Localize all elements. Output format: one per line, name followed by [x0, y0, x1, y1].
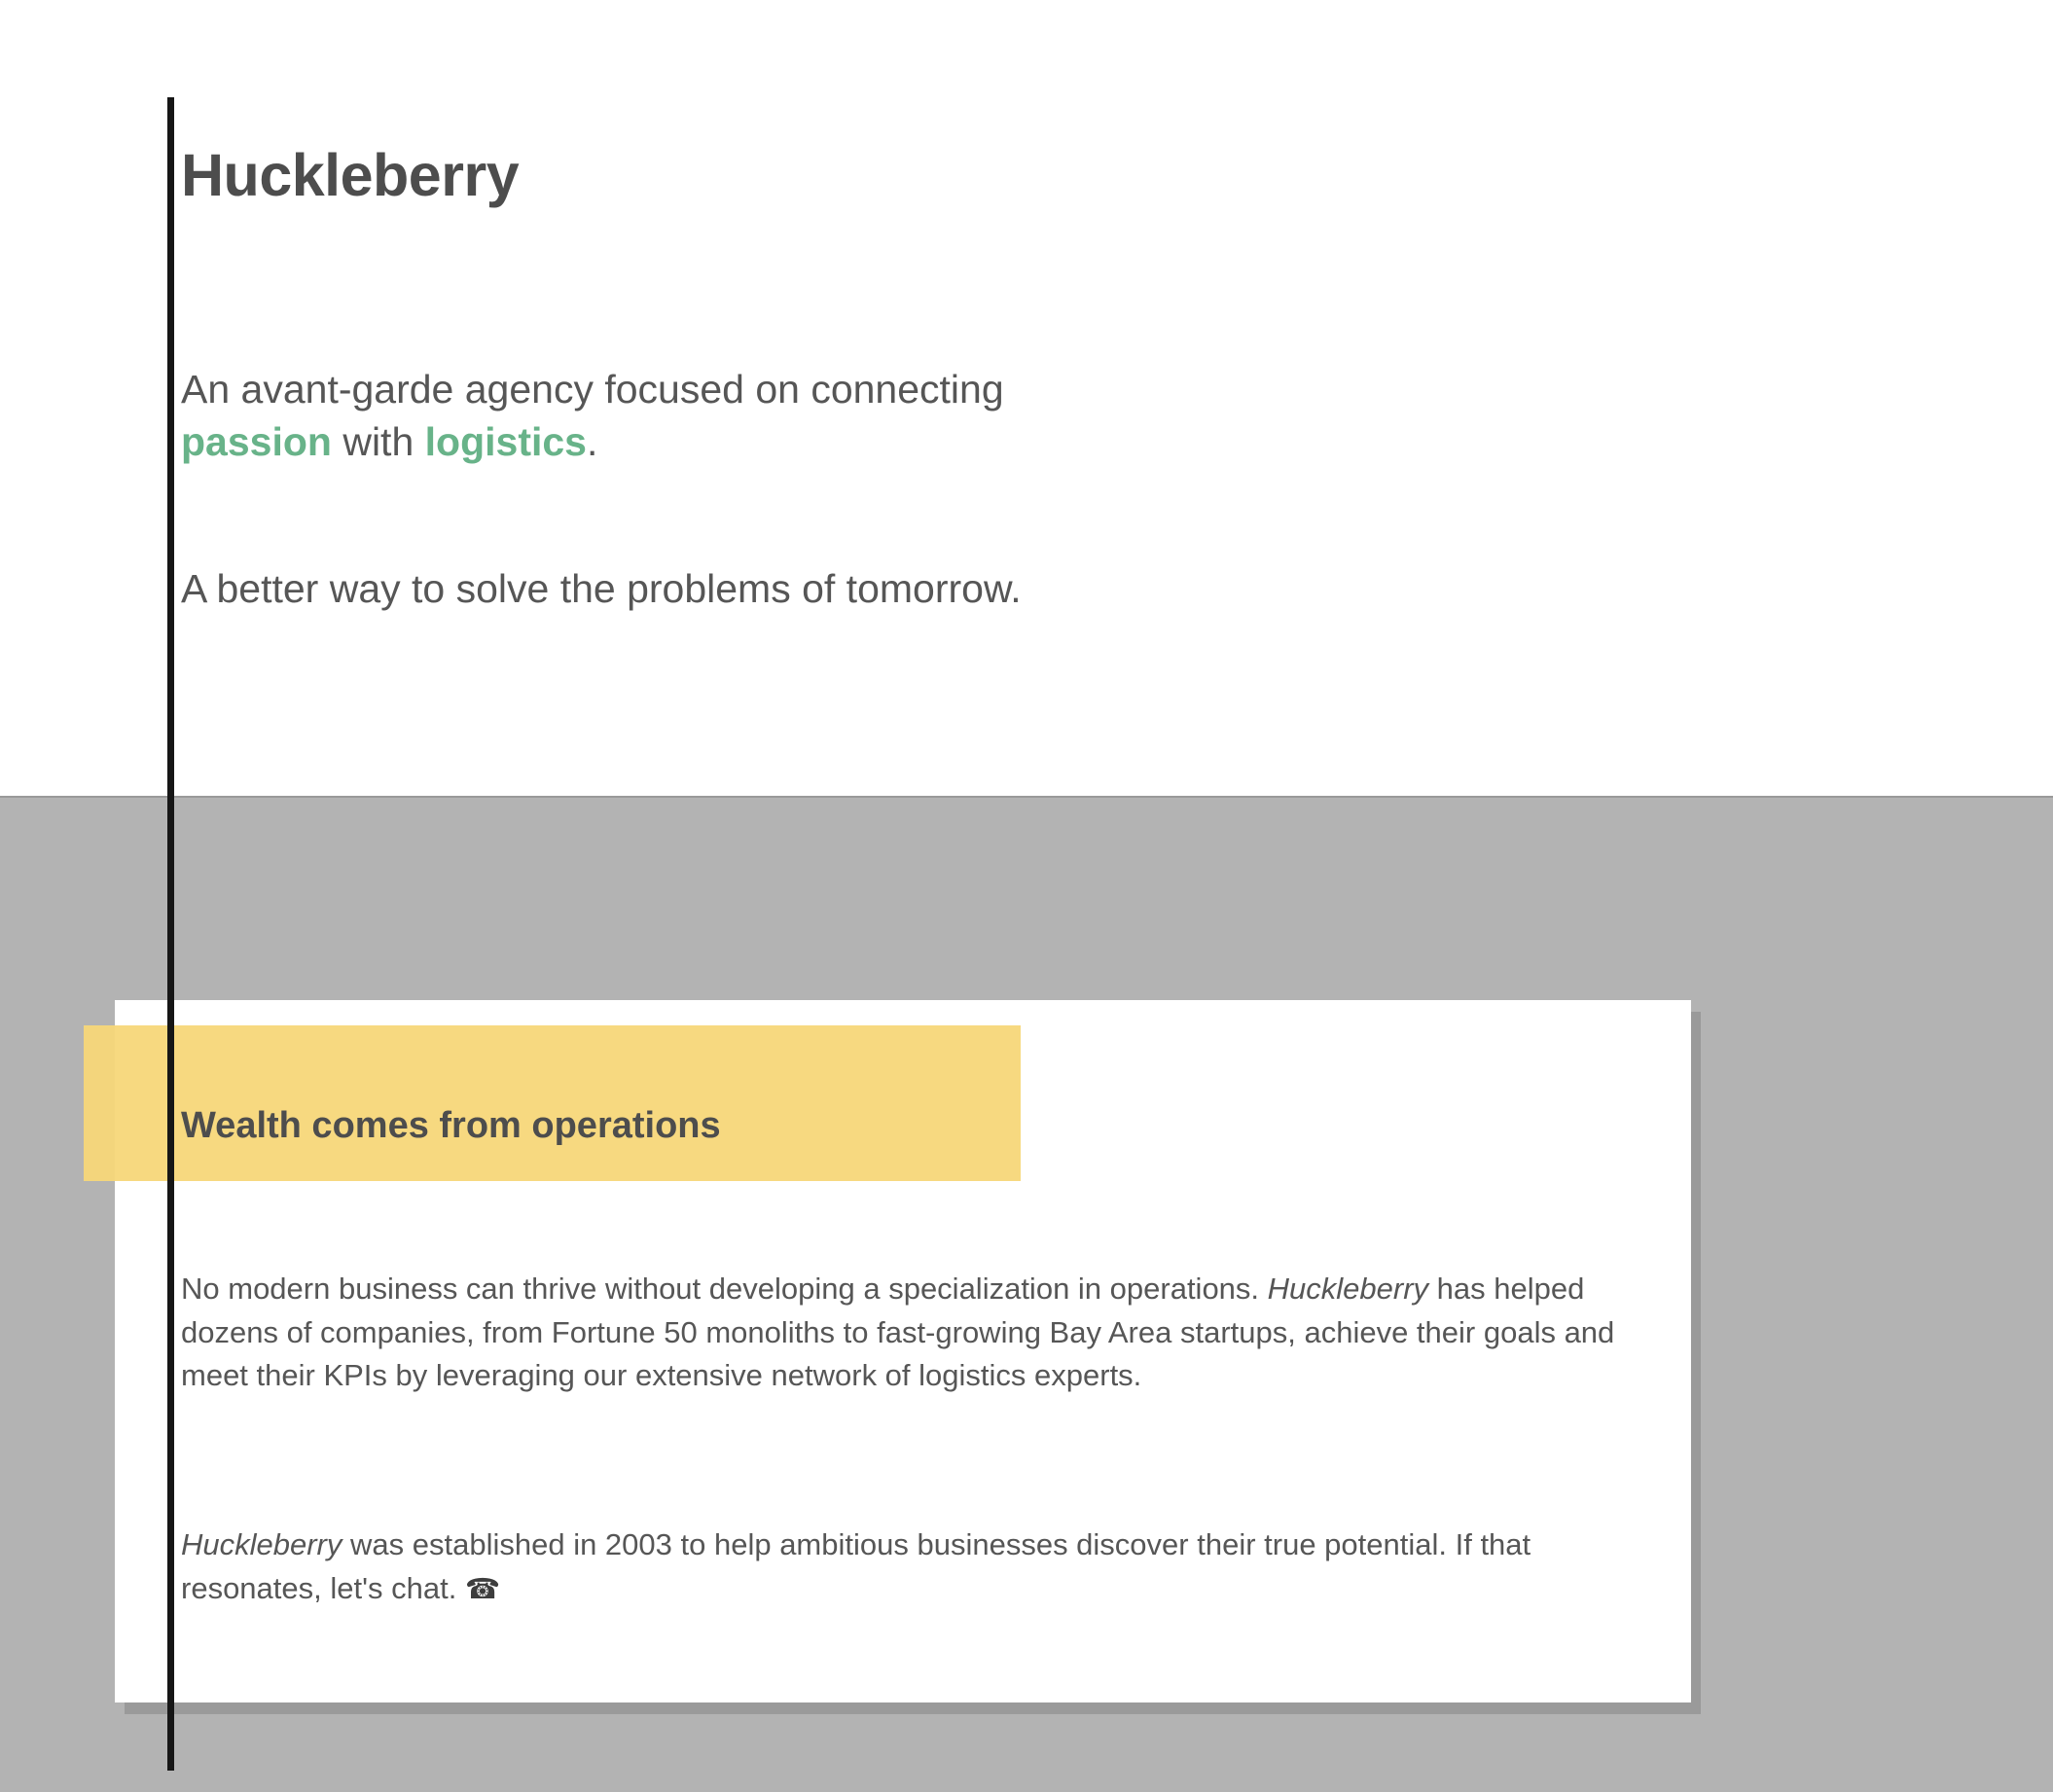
accent-word-passion: passion — [181, 419, 332, 465]
brand-name-italic-second: Huckleberry — [181, 1527, 342, 1561]
card-text-closing: was established in 2003 to help ambitious businesses discover their true potential. If that resonates, let's chat. — [181, 1527, 1531, 1605]
card-paragraph-two — [181, 1523, 1619, 1610]
accent-word-logistics: logistics — [424, 419, 587, 465]
card-text-part-one: No modern business can thrive without developing a specialization in operations. — [181, 1272, 1268, 1306]
hero-text-before: An avant-garde agency focused on connecting — [181, 367, 1004, 412]
hero-text-middle: with — [331, 419, 425, 465]
hero-paragraph-one — [181, 363, 1057, 468]
card-heading: Wealth comes from operations — [181, 1104, 721, 1146]
hero-text-after: . — [586, 419, 598, 465]
phone-icon: ☎ — [464, 1573, 501, 1605]
brand-name-italic: Huckleberry — [1267, 1272, 1429, 1306]
vertical-divider-rule — [167, 97, 174, 1771]
hero-paragraph-two: A better way to solve the problems of tomorrow. — [181, 566, 1022, 611]
heading-highlight-bar — [84, 1025, 1021, 1181]
card-paragraph-one — [181, 1268, 1619, 1398]
card-text-part-two: has helped dozens of companies, from Fortune 50 monoliths to fast-growing Bay Area startups, achieve their goals and meet their KPIs by leveraging our extensive network of logistics experts. — [181, 1272, 1615, 1393]
page-title: Huckleberry — [181, 141, 520, 208]
